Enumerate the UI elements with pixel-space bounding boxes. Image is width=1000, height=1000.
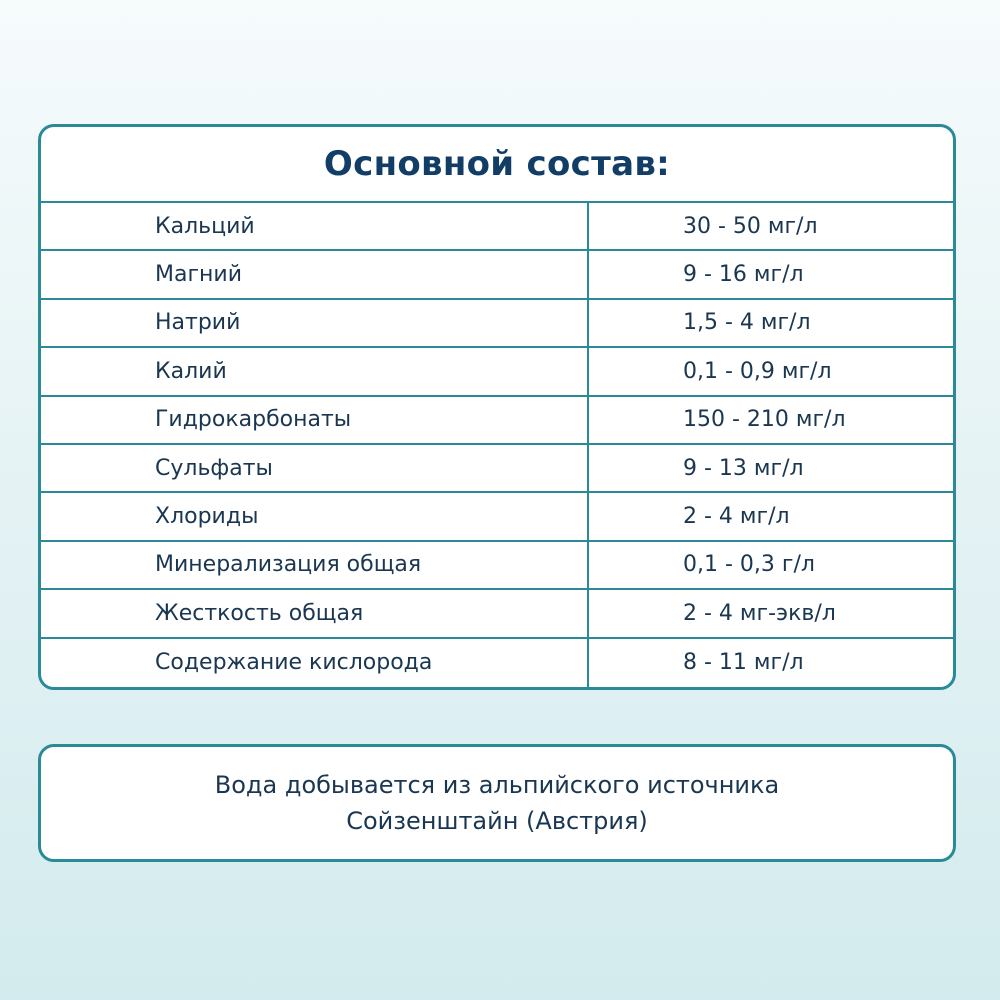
component-value: 0,1 - 0,3 г/л bbox=[683, 552, 815, 578]
table-row bbox=[41, 493, 953, 541]
component-name: Кальций bbox=[155, 213, 255, 239]
component-value: 2 - 4 мг-экв/л bbox=[683, 600, 836, 626]
component-name: Минерализация общая bbox=[155, 552, 422, 578]
table-row bbox=[41, 348, 953, 396]
component-value: 150 - 210 мг/л bbox=[683, 407, 846, 433]
component-value: 1,5 - 4 мг/л bbox=[683, 310, 811, 336]
table-row bbox=[41, 590, 953, 638]
component-value: 2 - 4 мг/л bbox=[683, 504, 790, 530]
component-value: 8 - 11 мг/л bbox=[683, 650, 804, 676]
component-name: Магний bbox=[155, 262, 243, 288]
component-name: Хлориды bbox=[155, 504, 259, 530]
component-value: 9 - 16 мг/л bbox=[683, 262, 804, 288]
table-row bbox=[41, 639, 953, 687]
composition-table bbox=[38, 124, 956, 690]
column-divider bbox=[587, 203, 589, 687]
table-row bbox=[41, 397, 953, 445]
water-source-note bbox=[38, 744, 956, 862]
component-value: 9 - 13 мг/л bbox=[683, 455, 804, 481]
table-row bbox=[41, 251, 953, 299]
component-name: Сульфаты bbox=[155, 455, 273, 481]
table-header bbox=[41, 127, 953, 203]
table-row bbox=[41, 300, 953, 348]
source-line-2: Сойзенштайн (Австрия) bbox=[346, 807, 648, 835]
component-name: Жесткость общая bbox=[155, 600, 364, 626]
component-value: 30 - 50 мг/л bbox=[683, 213, 818, 239]
table-row bbox=[41, 445, 953, 493]
table-body bbox=[41, 203, 953, 687]
source-line-1: Вода добывается из альпийского источника bbox=[214, 771, 780, 799]
table-row bbox=[41, 542, 953, 590]
table-row bbox=[41, 203, 953, 251]
table-title: Основной состав: bbox=[323, 144, 671, 184]
component-name: Содержание кислорода bbox=[155, 650, 433, 676]
component-value: 0,1 - 0,9 мг/л bbox=[683, 358, 832, 384]
component-name: Натрий bbox=[155, 310, 241, 336]
component-name: Гидрокарбонаты bbox=[155, 407, 352, 433]
component-name: Калий bbox=[155, 358, 227, 384]
